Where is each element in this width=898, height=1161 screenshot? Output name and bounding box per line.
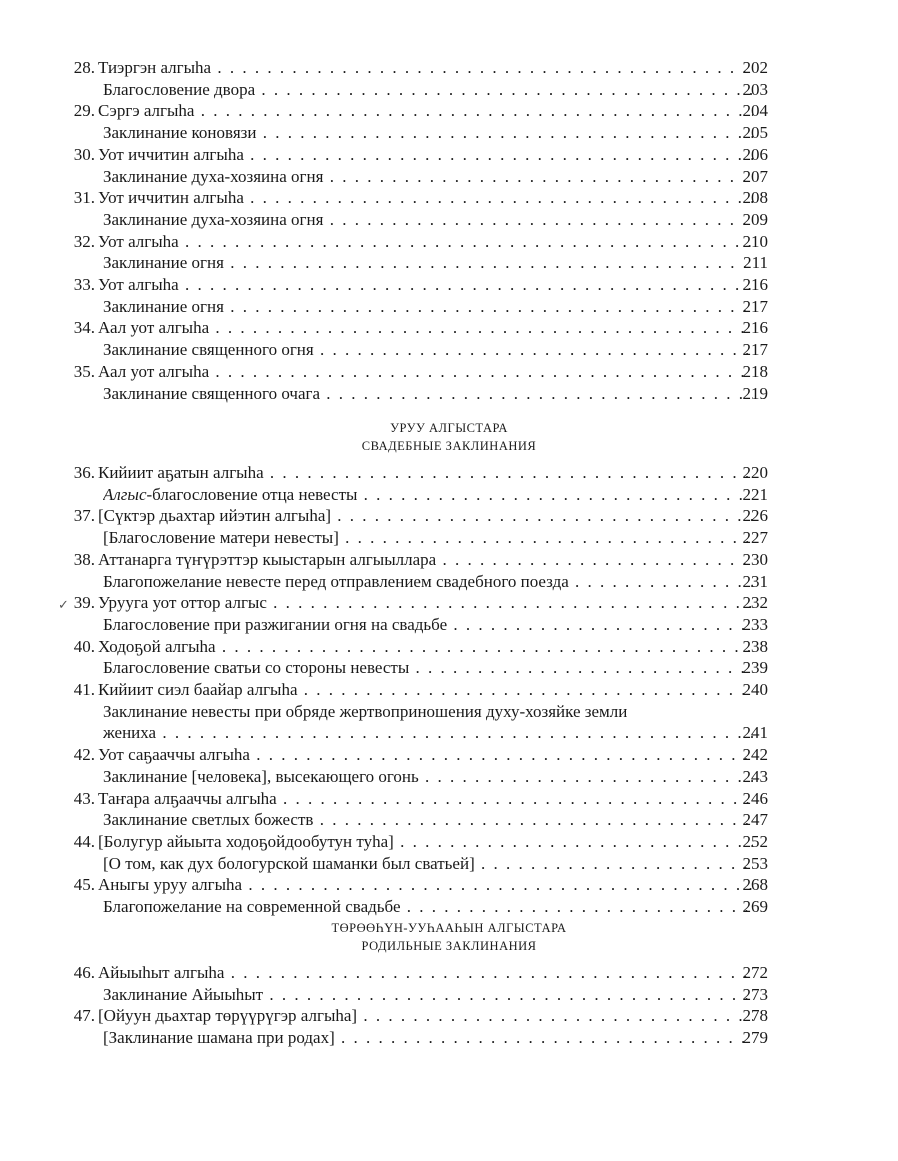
entry-title-text: Заклинание священного огня: [103, 340, 314, 360]
page-number: 239: [742, 658, 768, 678]
entry-title: [98, 100, 753, 122]
entry-title: [103, 209, 753, 231]
entry-title: [98, 679, 753, 701]
entry-number: 39.: [73, 593, 95, 613]
entry-title: [98, 462, 753, 484]
entry-number: 40.: [73, 636, 95, 656]
toc-entry: [0, 679, 898, 701]
entry-title: [103, 484, 753, 506]
page-number: 240: [742, 680, 768, 699]
toc-entry: [0, 505, 898, 527]
page-number: 269: [742, 897, 768, 916]
toc-entry-translation: [0, 701, 898, 723]
entry-title-text: Заклинание огня: [103, 296, 224, 316]
toc-entry: [0, 592, 898, 614]
toc-entry-translation: [0, 484, 898, 506]
page-number: 206: [742, 144, 768, 164]
toc-entry-translation: [0, 853, 898, 875]
entry-title-text: Заклинание Айыыһыт: [103, 984, 264, 1004]
page-number: 204: [742, 101, 768, 121]
entry-number: 43.: [73, 788, 95, 808]
entry-number: 38.: [73, 549, 95, 569]
toc-entry-translation: [0, 296, 898, 318]
entry-title-text: Аныгы уруу алгыһа: [98, 875, 243, 895]
page-number: 278: [742, 1006, 768, 1026]
page-number: 210: [742, 231, 768, 251]
entry-title: [98, 1005, 753, 1027]
entry-title: [98, 831, 753, 853]
entry-title-text: Айыыһыт алгыһа: [98, 963, 225, 982]
toc-entry: [0, 100, 898, 122]
page-number: 272: [742, 963, 768, 982]
entry-title-text: Аттанарга түҥүрэттэр кыыстарын алгыыллара: [98, 549, 437, 569]
toc-entry-translation: [0, 527, 898, 549]
entry-title: [103, 122, 753, 144]
entry-title-text: [Ойуун дьахтар төрүүрүгэр алгыһа]: [98, 1006, 358, 1026]
entry-number: 47.: [73, 1006, 95, 1026]
page-number: 226: [742, 506, 768, 526]
toc-entry: [0, 1005, 898, 1027]
page-number: 241: [742, 723, 768, 743]
toc-entry-translation: [0, 657, 898, 679]
toc-entry-translation: [0, 614, 898, 636]
entry-title: [98, 636, 753, 658]
entry-title: [98, 788, 753, 810]
toc-entry-translation: [0, 766, 898, 788]
entry-number: 46.: [73, 963, 95, 982]
toc-entry-translation: [0, 722, 898, 744]
page-number: 273: [742, 984, 768, 1004]
toc-entry: [0, 636, 898, 658]
toc-entry: [0, 874, 898, 896]
entry-number: 41.: [73, 680, 95, 699]
entry-title-text: жениха: [103, 723, 157, 743]
entry-title: [98, 231, 753, 253]
page-number: 219: [742, 383, 768, 403]
entry-title-italic: Алгыс: [103, 484, 147, 504]
entry-number: 37.: [73, 506, 95, 526]
entry-number: 32.: [73, 231, 95, 251]
entry-title-text: Благословение двора: [103, 79, 256, 99]
entry-title: [98, 144, 753, 166]
entry-title-text: Уот иччитин алгыһа: [98, 144, 244, 164]
page-number: 246: [742, 788, 768, 808]
entry-title: [103, 809, 753, 831]
entry-title-text: Заклинание огня: [103, 253, 224, 273]
page-number: 203: [742, 79, 768, 99]
entry-title: [103, 383, 753, 405]
section-heading-yakut: УРУУ АЛГЫСТАРА: [390, 421, 508, 435]
entry-number: 35.: [73, 361, 95, 381]
entry-title-text: Уот алгыһа: [98, 275, 179, 294]
page-number: 231: [742, 571, 768, 591]
entry-title-text: Заклинание коновязи: [103, 123, 257, 143]
entry-title-text: [О том, как дух бологурской шаманки был сватьей]: [103, 853, 475, 873]
toc-entry-translation: [0, 209, 898, 231]
entry-title: [103, 339, 753, 361]
entry-title-text: Заклинание [человека], высекающего огонь: [103, 766, 419, 786]
entry-title: [103, 657, 753, 679]
page-number: 218: [742, 361, 768, 381]
toc-entry-translation: [0, 79, 898, 101]
toc-entry: [0, 361, 898, 383]
page-number: 242: [742, 745, 768, 765]
page-number: 233: [742, 614, 768, 634]
toc-entry: [0, 57, 898, 79]
entry-title: [103, 896, 753, 918]
entry-title: [98, 187, 753, 209]
page-number: 279: [742, 1028, 768, 1048]
entry-title: [103, 722, 753, 744]
entry-title-text: Аал уот алгыһа: [98, 318, 210, 338]
toc-entry: [0, 144, 898, 166]
page-number: 202: [742, 58, 768, 77]
page-number: 211: [743, 253, 768, 273]
entry-title-text: Ходоҕой алгыһа: [98, 636, 216, 656]
entry-title-text: Благопожелание на современной свадьбе: [103, 897, 401, 916]
page-number: 232: [742, 593, 768, 613]
entry-number: 36.: [73, 463, 95, 482]
entry-title-text: [Заклинание шамана при родах]: [103, 1028, 335, 1048]
toc-entry-translation: [0, 383, 898, 405]
entry-number: 31.: [73, 188, 95, 208]
entry-title-text: Заклинание светлых божеств: [103, 810, 314, 830]
entry-title-text: Благопожелание невесте перед отправлением свадебного поезда: [103, 571, 569, 591]
entry-title: [103, 984, 753, 1006]
entry-title: [98, 874, 753, 896]
entry-number: 44.: [73, 831, 95, 851]
entry-title: [98, 962, 753, 984]
entry-title: [103, 1027, 753, 1049]
toc-entry-translation: [0, 984, 898, 1006]
entry-title: [98, 549, 753, 571]
toc-entry: [0, 831, 898, 853]
entry-title-text: Кийиит аҕатын алгыһа: [98, 463, 264, 482]
entry-title-text: [Сүктэр дьахтар ийэтин алгыһа]: [98, 506, 332, 526]
toc-entry-translation: [0, 896, 898, 918]
toc-entry: [0, 317, 898, 339]
section-heading-yakut: ТӨРӨӨҺҮН-УУҺААҺЫН АЛГЫСТАРА: [331, 921, 567, 935]
toc-entry: [0, 274, 898, 296]
page-number: 216: [742, 318, 768, 338]
toc-entry-translation: [0, 122, 898, 144]
toc-entry-translation: [0, 1027, 898, 1049]
entry-number: 28.: [73, 58, 95, 77]
entry-title: [98, 317, 753, 339]
entry-title-text: Заклинание духа-хозяина огня: [103, 209, 324, 229]
page-number: 220: [742, 463, 768, 482]
entry-title-text: Таҥара алҕааччы алгыһа: [98, 788, 277, 808]
entry-title-text: Уруугa уот оттор алгыс: [98, 593, 267, 613]
entry-title-text: Сэргэ алгыһа: [98, 101, 195, 121]
entry-title: [103, 571, 753, 593]
entry-number: 29.: [73, 101, 95, 121]
entry-title-text: Уот алгыһа: [98, 231, 179, 251]
toc-entry-translation: [0, 571, 898, 593]
page-number: 247: [742, 810, 768, 830]
entry-title: [103, 166, 753, 188]
page-number: 243: [742, 766, 768, 786]
entry-title-text: Уот иччитин алгыһа: [98, 188, 244, 208]
toc-entry: [0, 549, 898, 571]
entry-title-text: Тиэргэн алгыһа: [98, 58, 212, 77]
toc-entry-translation: [0, 252, 898, 274]
page-number: 217: [742, 340, 768, 360]
entry-title-text: Благословение сватьи со стороны невесты: [103, 658, 410, 678]
page-number: 209: [742, 209, 768, 229]
entry-title: [103, 79, 753, 101]
section-heading-russian: РОДИЛЬНЫЕ ЗАКЛИНАНИЯ: [361, 939, 537, 953]
entry-number: 45.: [73, 875, 95, 895]
page-number: 227: [742, 528, 768, 548]
toc-entry: [0, 788, 898, 810]
entry-title: [103, 614, 753, 636]
entry-title-text: Благословение при разжигании огня на свадьбе: [103, 614, 448, 634]
toc-entry-translation: [0, 809, 898, 831]
entry-title-text: Кийиит сиэл баайар алгыһа: [98, 680, 298, 699]
entry-title: [98, 57, 753, 79]
entry-title: [98, 505, 753, 527]
page-number: 268: [742, 875, 768, 895]
toc-entry: [0, 462, 898, 484]
page-number: 221: [742, 484, 768, 504]
checkmark-icon: ✓: [58, 597, 69, 613]
entry-title: [103, 701, 627, 723]
entry-title: [98, 274, 753, 296]
page-number: 207: [742, 166, 768, 186]
section-heading-russian: СВАДЕБНЫЕ ЗАКЛИНАНИЯ: [361, 439, 537, 453]
toc-entry: [0, 744, 898, 766]
entry-number: 42.: [73, 745, 95, 765]
entry-title-text: Уот саҕааччы алгыһа: [98, 745, 250, 765]
page-number: 205: [742, 123, 768, 143]
toc-entry: [0, 187, 898, 209]
page-number: 238: [742, 636, 768, 656]
page-number: 253: [742, 853, 768, 873]
page-number: 208: [742, 188, 768, 208]
entry-title: [103, 252, 753, 274]
entry-title-text: Заклинание духа-хозяина огня: [103, 166, 324, 186]
page-number: 217: [742, 296, 768, 316]
toc-entry: [0, 962, 898, 984]
entry-title-text: Заклинание невесты при обряде жертвоприношения духу-хозяйке земли: [103, 701, 628, 721]
page-number: 230: [742, 549, 768, 569]
entry-number: 34.: [73, 318, 95, 338]
entry-title-text: -благословение отца невесты: [146, 484, 358, 504]
entry-title: [98, 592, 753, 614]
entry-title-text: [Болугур айыыта ходоҕойдообутун туһа]: [98, 831, 394, 851]
entry-title: [98, 744, 753, 766]
entry-title: [103, 766, 753, 788]
page-number: 216: [742, 275, 768, 294]
entry-title-text: [Благословение матери невесты]: [103, 528, 339, 548]
entry-title: [98, 361, 753, 383]
entry-title-text: Заклинание священного очага: [103, 383, 321, 403]
entry-title: [103, 296, 753, 318]
entry-number: 30.: [73, 144, 95, 164]
entry-number: 33.: [73, 275, 95, 294]
toc-entry-translation: [0, 339, 898, 361]
toc-entry-translation: [0, 166, 898, 188]
toc-entry: [0, 231, 898, 253]
entry-title-text: Аал уот алгыһа: [98, 361, 210, 381]
entry-title: [103, 527, 753, 549]
entry-title: [103, 853, 753, 875]
page-number: 252: [742, 831, 768, 851]
